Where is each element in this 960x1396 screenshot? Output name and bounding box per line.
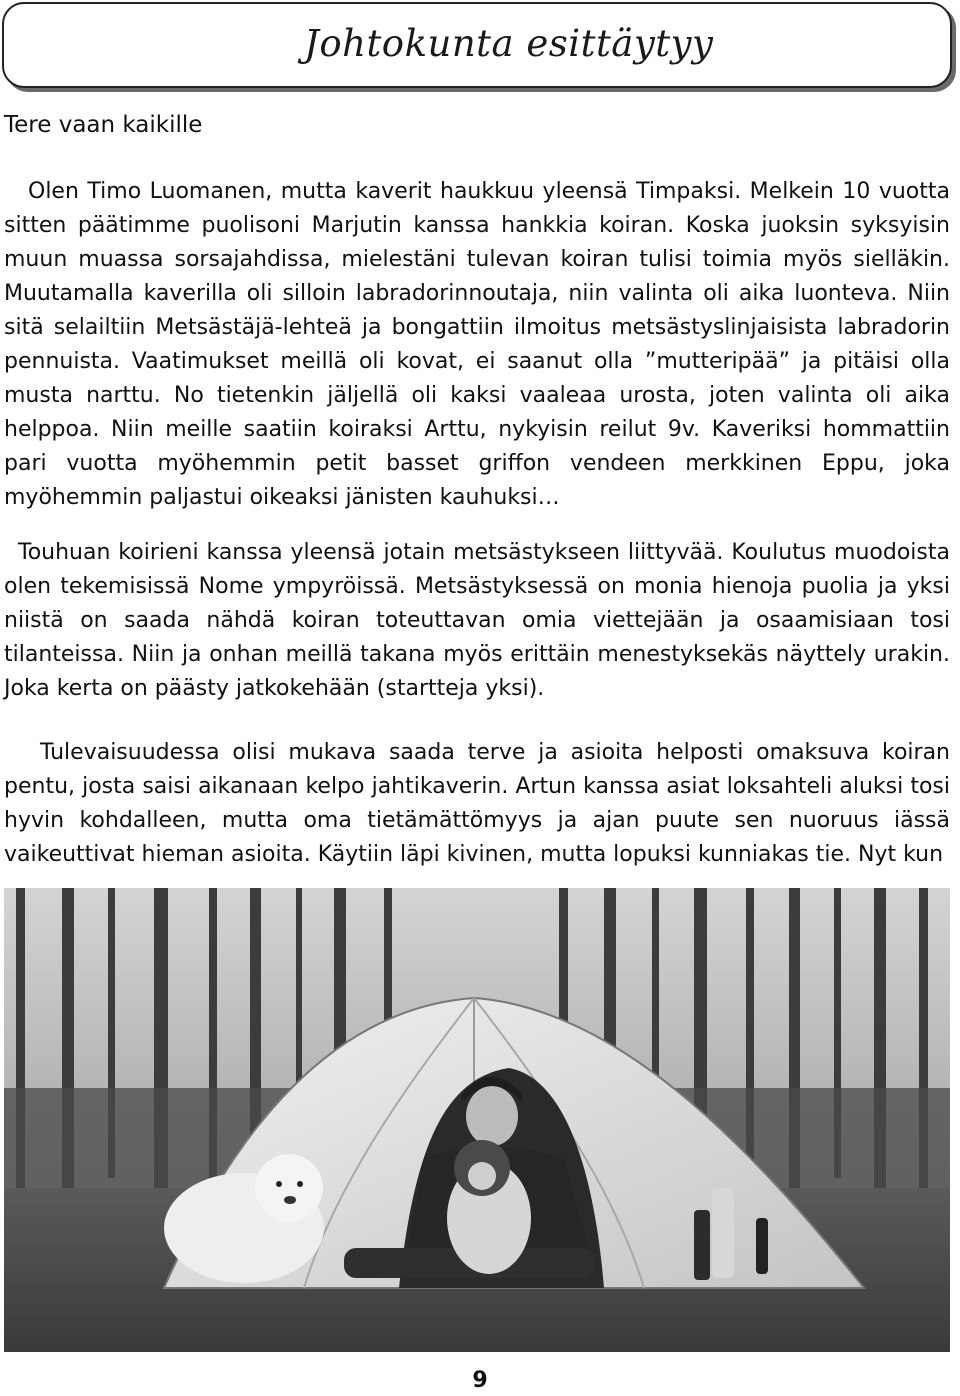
photo-tent-with-dogs [4,888,950,1352]
paragraph-intro: Olen Timo Luomanen, mutta kaverit haukkuu yleensä Timpaksi. Melkein 10 vuotta sitten päätimme puolisoni Marjutin kanssa hankkia koiran. Koska juoksin syksyisin muun muassa sorsajahdissa, mielestäni tulevan koiran tulisi toimia myös sielläkin. Muutamalla kaverilla oli silloin labradorinnoutaja, niin valinta oli aika luonteva. Niin sitä selailtiin Metsästäjä-lehteä ja bongattiin ilmoitus metsästyslinjaisista labradorin pennuista. Vaatimukset meillä oli kovat, ei saanut olla ”mutteripää” ja pitäisi olla musta narttu. No tietenkin jäljellä oli kaksi vaaleaa urosta, joten valinta oli aika helppoa. Niin meille saatiin koiraksi Arttu, nykyisin reilut 9v. Kaveriksi hommattiin pari vuotta myöhemmin petit basset griffon vendeen merkkinen Eppu, joka myöhemmin paljastui oikeaksi jänisten kauhuksi… [4,179,950,510]
paragraph-hobbies: Touhuan koirieni kanssa yleensä jotain metsästykseen liittyvää. Koulutus muodoista olen tekemisissä Nome ympyröissä. Metsästyksessä on monia hienoja puolia ja yksi niistä on saada nähdä koiran toteuttavan omia viettejään ja osaamisiaan tosi tilanteissa. Niin ja onhan meillä takana myös erittäin menestyksekäs näyttely urakin. Joka kerta on päästy jatkokehään (startteja yksi). [4,540,950,701]
page-title: Johtokunta esittäytyy [304,22,714,65]
header-banner [2,2,952,88]
paragraph-future: Tulevaisuudessa olisi mukava saada terve ja asioita helposti omaksuva koiran pentu, josta saisi aikanaan kelpo jahtikaverin. Artun kanssa asiat loksahteli aluksi tosi hyvin kohdalleen, mutta oma tietämättömyys ja ajan puute sen nuoruus iässä vaikeuttivat hieman asioita. Käytiin läpi kivinen, mutta lopuksi kunniakas tie. Nyt kun [4,740,950,867]
greeting: Tere vaan kaikille [4,112,203,138]
page-number: 9 [472,1368,488,1393]
